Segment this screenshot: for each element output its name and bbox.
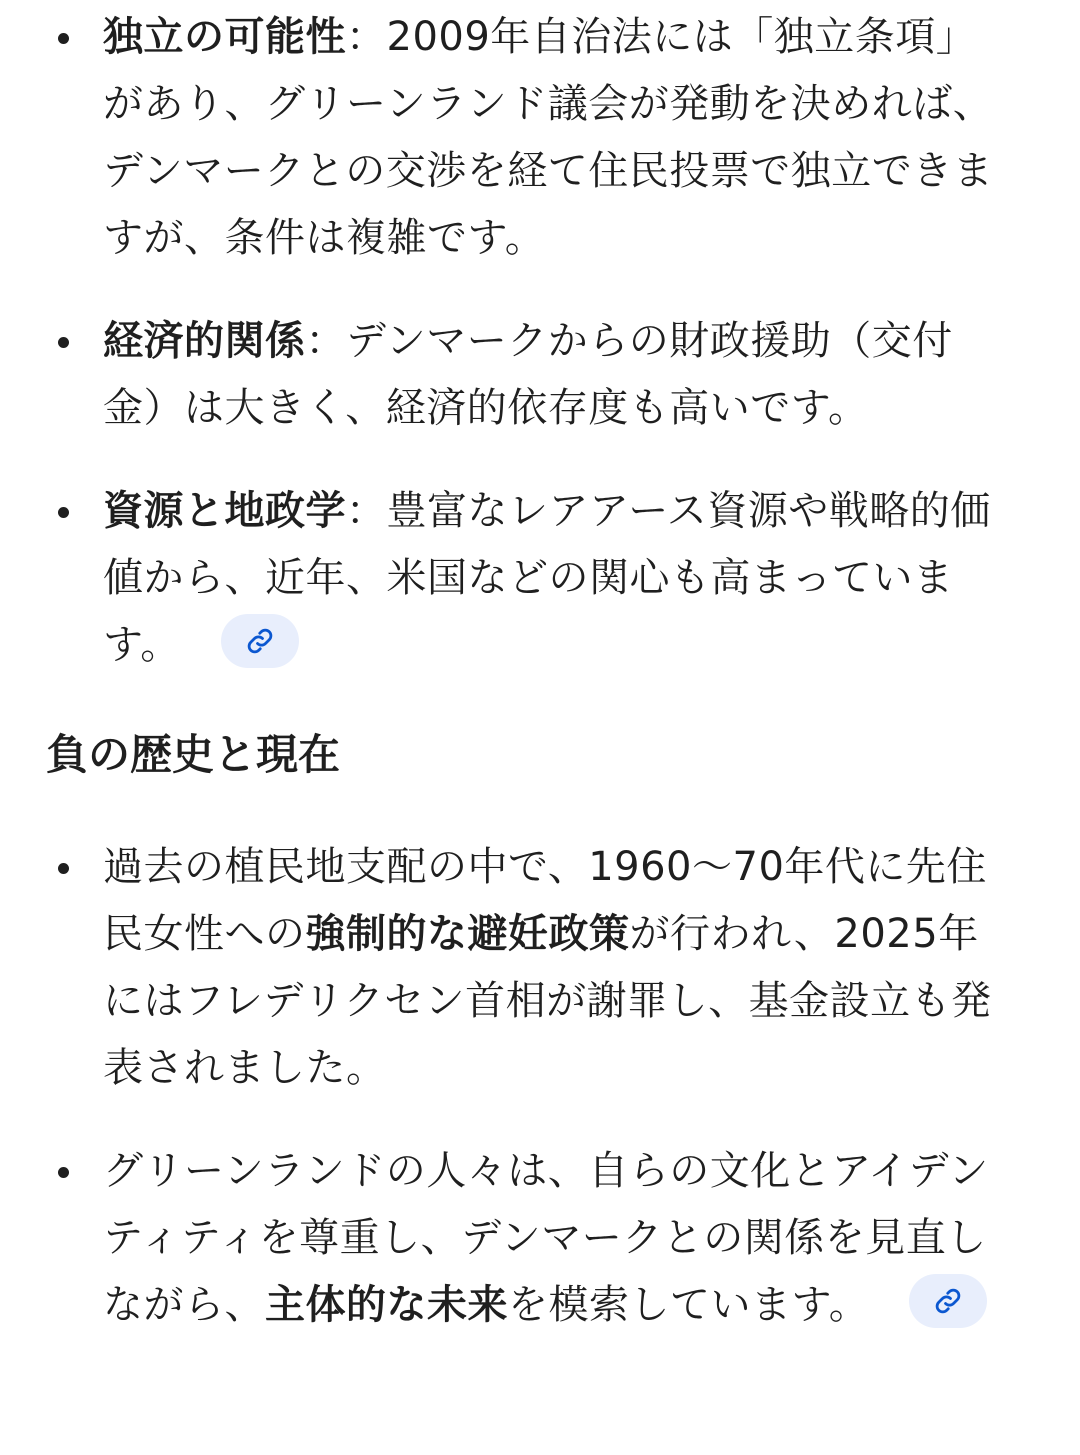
item-emphasis: 主体的な未来 xyxy=(265,1282,508,1328)
item-text-pre: グリーンランドの人々は、自らの文化とアイデンティティを尊重し、デンマークとの関係を見直しながら、 xyxy=(103,1148,989,1328)
item-text: 豊富なレアアース資源や戦略的価値から、近年、米国などの関心も高まっています。 xyxy=(103,488,991,668)
list-item-economy xyxy=(0,308,1080,442)
citation-chip-button[interactable] xyxy=(909,1274,987,1328)
item-separator: ： xyxy=(346,14,387,60)
item-separator: ： xyxy=(305,318,346,364)
item-emphasis: 強制的な避妊政策 xyxy=(305,911,630,957)
item-separator: ： xyxy=(346,488,387,534)
item-title: 独立の可能性 xyxy=(103,14,346,60)
item-text-post: が行われ、2025年にはフレデリクセン首相が謝罪し、基金設立も発表されました。 xyxy=(103,911,992,1091)
section-heading: 負の歴史と現在 xyxy=(46,730,341,779)
list-item-sterilization-policy xyxy=(0,834,1080,1102)
item-text: デンマークからの財政援助（交付金）は大きく、経済的依存度も高いです。 xyxy=(103,318,953,431)
link-icon xyxy=(933,1286,963,1316)
item-title: 資源と地政学 xyxy=(103,488,346,534)
bullet-list-greenland-status xyxy=(0,4,1080,679)
link-icon xyxy=(245,626,275,656)
item-text-post: を模索しています。 xyxy=(508,1282,870,1328)
bullet-list-history xyxy=(0,834,1080,1339)
list-item-future xyxy=(0,1138,1080,1339)
item-title: 経済的関係 xyxy=(103,318,306,364)
citation-chip-button[interactable] xyxy=(221,614,299,668)
list-item-resources xyxy=(0,478,1080,679)
item-text-pre: 過去の植民地支配の中で、1960〜70年代に先住民女性への xyxy=(103,844,987,957)
list-item-independence xyxy=(0,4,1080,272)
item-text: 2009年自治法には「独立条項」があり、グリーンランド議会が発動を決めれば、デンマークとの交渉を経て住民投票で独立できますが、条件は複雑です。 xyxy=(103,14,994,261)
